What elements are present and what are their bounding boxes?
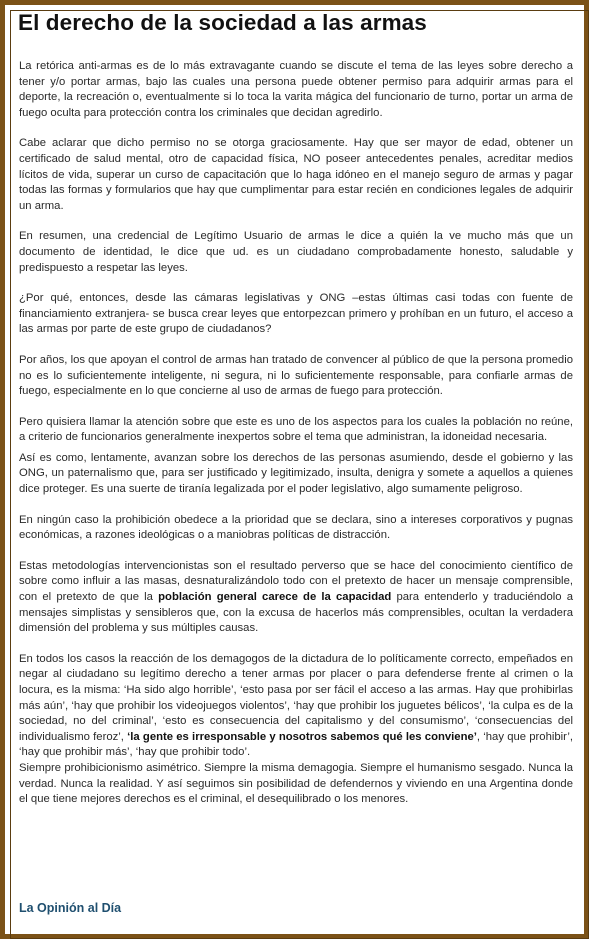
- paragraph-2: Cabe aclarar que dicho permiso no se otorga graciosamente. Hay que ser mayor de edad, obtener un certificado de salud mental, otro de capacidad física, NO poseer antecedentes penales, acreditar medios lícitos de vida, superar un curso de capacitación que lo haga idóneo en el manejo seguro de armas y pagar todas las formas y formularios que hay que cumplimentar para estar recién en condiciones legales de adquirir un arma.: [19, 137, 573, 212]
- paragraph-10: [19, 652, 573, 761]
- source-credit: La Opinión al Día: [19, 901, 122, 915]
- paragraph-8: En ningún caso la prohibición obedece a la prioridad que se declara, sino a intereses corporativos y pugnas económicas, a razones ideológicas o a maniobras políticas de distracción.: [19, 513, 573, 542]
- paragraph-7: Así es como, lentamente, avanzan sobre los derechos de las personas asumiendo, desde el gobierno y las ONG, un paternalismo que, para ser justificado y legitimizado, insulta, denigra y somete a aquellos a quienes dice proteger. Es una suerte de tiranía legalizada por el poder legislativo, algo sumamente peligroso.: [19, 451, 573, 496]
- paragraph-9-emphasis: población general carece de la capacidad: [158, 591, 392, 604]
- paragraph-10-text-b: , ‘hay que prohibir’, ‘hay que prohibir más’, ‘hay que prohibir todo’.: [19, 730, 573, 759]
- paragraph-10-text-a: En todos los casos la reacción de los demagogos de la dictadura de lo políticamente correcto, empeñados en negar al ciudadano su legítimo derecho a tener armas por placer o para defenderse frente al crimen o la locura, es la misma: ‘Ha sido algo horrible’, ‘esto pasa por ser fácil el acceso a las armas. Hay que prohibirlas más aún’, ‘hay que prohibir los videojuegos violentos’, ‘hay que prohibir los juguetes bélicos’, ‘la culpa es de la sociedad, no del criminal’, ‘esto es consecuencia del capitalismo y del consumismo’, ‘consecuencias del individualismo feroz’,: [19, 652, 573, 743]
- article-body: [19, 59, 573, 808]
- paragraph-11: Siempre prohibicionismo asimétrico. Siempre la misma demagogia. Siempre el humanismo sesgado. Nunca la verdad. Nunca la realidad. Y así seguimos sin posibilidad de defendernos y viviendo en una Argentina donde el que tiene mejores derechos es el criminal, el desequilibrado o los menores.: [19, 761, 573, 806]
- paragraph-6: Pero quisiera llamar la atención sobre que este es uno de los aspectos para los cuales la población no reúne, a criterio de funcionarios generalmente inexpertos sobre el tema que administran, la idoneidad necesaria.: [19, 415, 573, 444]
- paragraph-3: En resumen, una credencial de Legítimo Usuario de armas le dice a quién la ve mucho más que un documento de identidad, le dice que ud. es un ciudadano comprobadamente honesto, saludable y predispuesto a respetar las leyes.: [19, 230, 573, 274]
- article-title: El derecho de la sociedad a las armas: [18, 10, 427, 35]
- paragraph-9: [19, 559, 573, 637]
- paragraph-9-text-a: Estas metodologías intervencionistas son el resultado perverso que se hace del conocimiento científico de sobre como influir a las masas, desnaturalizándolo todo con el pretexto de hacer un mensaje comprensible, con el pretexto de que la: [19, 559, 573, 604]
- paragraph-4: ¿Por qué, entonces, desde las cámaras legislativas y ONG –estas últimas casi todas con fuente de financiamiento extranjera- se busca crear leyes que entorpezcan primero y prohíban en un futuro, el acceso a las armas por parte de este grupo de ciudadanos?: [19, 292, 573, 336]
- paragraph-9-text-b: para entenderlo y traduciéndolo a mensajes simplistas y sensibleros que, con la excusa de hacerlos más comprensibles, ocultan la verdadera dimensión del problema y sus múltiples causas.: [19, 591, 573, 635]
- paragraph-5: Por años, los que apoyan el control de armas han tratado de convencer al público de que la persona promedio no es lo suficientemente inteligente, ni segura, ni lo suficientemente responsable, para confiarle armas de fuego, especialmente en lo que concierne al uso de armas de fuego para protección.: [19, 353, 573, 398]
- paragraph-10-emphasis: ‘la gente es irresponsable y nosotros sabemos qué les conviene’: [127, 730, 477, 743]
- paragraph-1: La retórica anti-armas es de lo más extravagante cuando se discute el tema de las leyes sobre derecho a tener y/o portar armas, bajo las cuales una persona puede obtener permiso para adquirir armas para el deporte, la recreación o, eventualmente si lo toca la varita mágica del funcionario de turno, portar un arma de fuego oculta para protección contra los criminales que decidan agredirlo.: [19, 60, 573, 119]
